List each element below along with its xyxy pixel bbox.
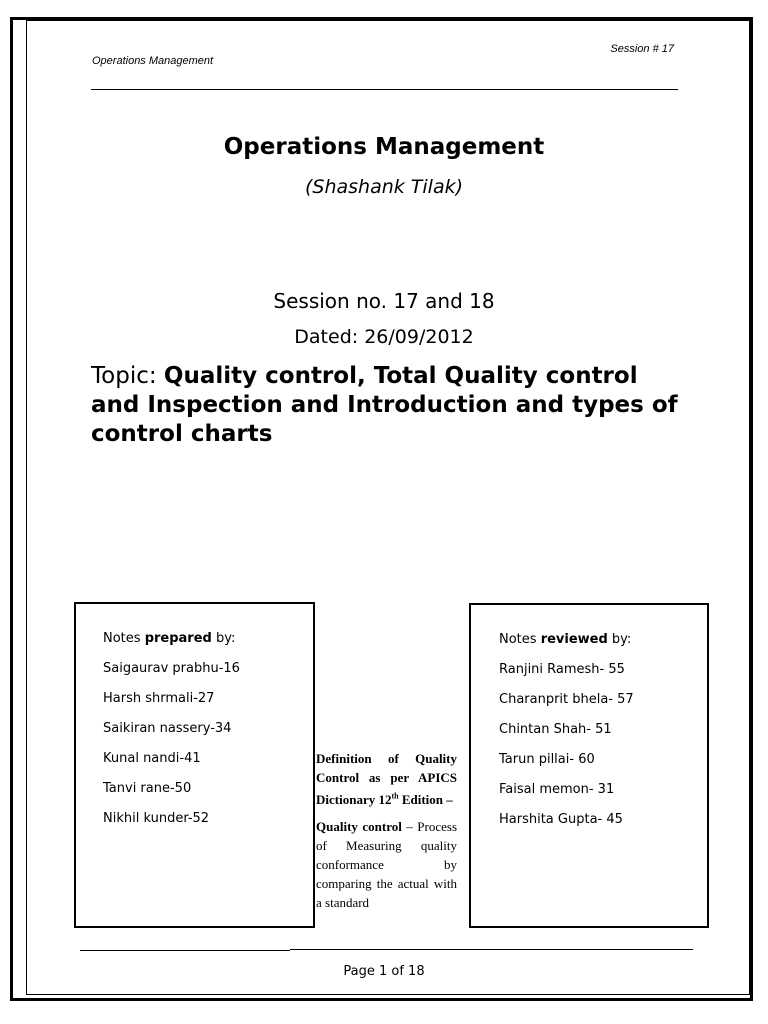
list-item: Saigaurav prabhu-16 <box>103 661 240 676</box>
list-item: Chintan Shah- 51 <box>499 722 612 737</box>
list-item: Harshita Gupta- 45 <box>499 812 623 827</box>
session-date: Dated: 26/09/2012 <box>294 326 474 348</box>
footer-divider-right <box>290 949 693 950</box>
running-header-title: Operations Management <box>92 55 214 67</box>
reviewer-list <box>499 662 634 842</box>
topic-label: Topic: <box>91 363 164 389</box>
definition-heading: Definition of Quality Control as per APICS Dictionary 12th Edition – <box>316 751 457 808</box>
topic-text: Quality control, Total Quality control and Inspection and Introduction and types of control charts <box>91 363 678 447</box>
list-item: Ranjini Ramesh- 55 <box>499 662 625 677</box>
notes-prepared-box <box>74 602 315 928</box>
page-number: Page 1 of 18 <box>343 964 425 979</box>
list-item: Faisal memon- 31 <box>499 782 615 797</box>
header-divider <box>91 89 678 90</box>
notes-prepared-heading: Notes prepared by: <box>103 631 236 646</box>
document-title: Operations Management <box>223 134 545 160</box>
list-item: Harsh shrmali-27 <box>103 691 215 706</box>
notes-reviewed-box <box>469 603 709 928</box>
list-item: Charanprit bhela- 57 <box>499 692 634 707</box>
list-item: Tanvi rane-50 <box>103 781 192 796</box>
author-name: (Shashank Tilak) <box>304 176 464 198</box>
definition-body: Quality control – Process of Measuring quality conformance by comparing the actual with a standard <box>316 819 457 911</box>
topic <box>91 362 691 449</box>
preparer-list <box>103 661 240 841</box>
running-header-session: Session # 17 <box>610 43 674 55</box>
list-item: Saikiran nassery-34 <box>103 721 232 736</box>
list-item: Tarun pillai- 60 <box>499 752 595 767</box>
list-item: Kunal nandi-41 <box>103 751 201 766</box>
list-item: Nikhil kunder-52 <box>103 811 210 826</box>
session-number: Session no. 17 and 18 <box>273 289 495 313</box>
notes-reviewed-heading: Notes reviewed by: <box>499 632 632 647</box>
quality-control-definition <box>316 749 457 929</box>
footer-divider-left <box>80 950 290 951</box>
